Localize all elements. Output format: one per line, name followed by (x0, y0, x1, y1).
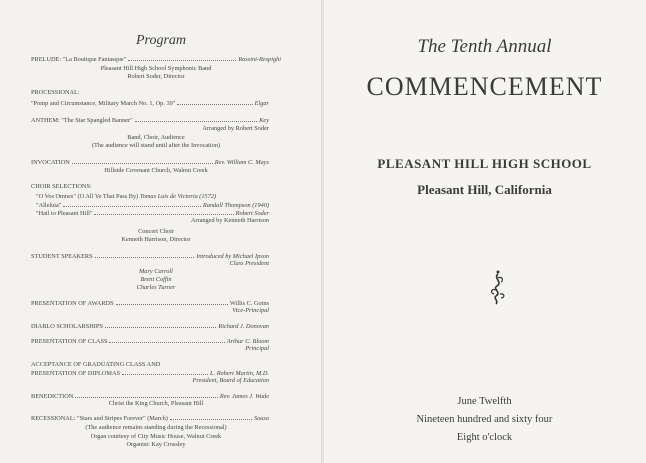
choir-selection-1 (36, 193, 269, 201)
anthem-arranged: Arranged by Robert Soder (202, 125, 269, 132)
program-title: Program (135, 33, 187, 48)
cover-date2: Nineteen hundred and sixty four (416, 414, 553, 425)
invocation-place: Hillside Covenant Church, Walnut Creek (104, 167, 208, 174)
prelude-label: PRELUDE: (31, 56, 62, 63)
awards-label: PRESENTATION OF AWARDS (31, 300, 114, 307)
diablo-label: DIABLO SCHOLARSHIPS (31, 323, 103, 330)
recessional-note: (The audience remains standing during the Recessional) (85, 424, 227, 431)
cover-title: COMMENCEMENT (366, 72, 603, 101)
anthem-note: (The audience will stand until after the Invocation) (91, 142, 221, 149)
speakers-role: Class President (229, 260, 269, 267)
class-label: PRESENTATION OF CLASS (31, 338, 108, 345)
diablo-person: Richard J. Donovan (218, 323, 269, 330)
class-role: Principal (245, 345, 269, 352)
choir-s1: "O Vos Omnes" (O All Ye That Pass By) (36, 193, 139, 200)
cover-school: PLEASANT HILL HIGH SCHOOL (377, 156, 592, 171)
anthem-piece: "The Star Spangled Banner" (61, 117, 133, 124)
acceptance-person: L. Robert Martin, M.D. (210, 370, 269, 377)
fold-line (321, 0, 324, 463)
invocation-person: Rev. William C. Mays (214, 159, 269, 166)
diablo-line (31, 322, 269, 331)
awards-role: Vice-Principal (232, 307, 269, 314)
choir-label: CHOIR SELECTIONS: (31, 183, 92, 190)
speaker-3: Charles Turner (136, 284, 176, 291)
recessional-label: RECESSIONAL: (31, 415, 76, 422)
cover-time: Eight o'clock (456, 432, 513, 443)
anthem-label: ANTHEM: (31, 117, 60, 124)
prelude-performer2: Robert Soder, Director (127, 73, 185, 80)
speaker-2: Brent Coffin (140, 276, 172, 283)
choir-s2-composer: Randall Thompson (1940) (202, 202, 269, 209)
invocation-line (31, 158, 269, 167)
benediction-label: BENEDICTION (31, 393, 74, 400)
prelude-performer1: Pleasant Hill High School Symphonic Band (100, 65, 212, 72)
cover-date1: June Twelfth (457, 396, 512, 407)
choir-arranged: Arranged by Kenneth Harrison (190, 217, 269, 224)
processional-composer: Elgar (254, 100, 269, 107)
prelude-line (31, 55, 281, 64)
acceptance-label2: PRESENTATION OF DIPLOMAS (31, 370, 121, 377)
recessional-line (31, 414, 269, 423)
recessional-composer: Sousa (253, 415, 269, 422)
recessional-organ: Organ courtesy of City Music House, Walnut Creek (90, 433, 222, 440)
anthem-line (31, 116, 269, 125)
class-person: Arthur C. Bloom (226, 338, 269, 345)
processional-line (31, 99, 269, 108)
recessional-organist: Organist: Kay Crossley (126, 441, 186, 448)
recessional-piece: "Stars and Stripes Forever" (March) (77, 415, 168, 422)
anthem-performer: Band, Choir, Audience (127, 134, 185, 141)
processional-piece: "Pomp and Circumstance, Military March No. 1, Op. 39" (31, 100, 176, 107)
prelude-piece: "La Boutique Fantasque" (62, 56, 127, 63)
acceptance-label1: ACCEPTANCE OF GRADUATING CLASS AND (31, 361, 161, 368)
choir-s1-composer: Tomas Luis de Victoria (1572) (139, 193, 217, 200)
acceptance-role: President, Board of Education (192, 377, 269, 384)
speakers-label: STUDENT SPEAKERS (31, 253, 93, 260)
speaker-1: Mary Carroll (139, 268, 173, 275)
flourish-ornament-icon (483, 268, 513, 308)
choir-s2: "Alleluia" (36, 202, 62, 209)
invocation-label: INVOCATION (31, 159, 70, 166)
benediction-person: Rev. James J. Wade (219, 393, 269, 400)
awards-person: Willis C. Goins (229, 300, 269, 307)
benediction-place: Christ the King Church, Pleasant Hill (108, 400, 204, 407)
cover-city: Pleasant Hill, California (417, 182, 552, 197)
cover-line1: The Tenth Annual (417, 36, 552, 57)
choir-s3-composer: Robert Soder (235, 210, 269, 217)
choir-performer1: Concert Choir (138, 228, 174, 235)
speakers-intro: Introduced by Michael Ipson (196, 253, 269, 260)
anthem-composer: Key (259, 117, 269, 124)
choir-s3: "Hail to Pleasant Hill" (36, 210, 93, 217)
processional-label: PROCESSIONAL: (31, 89, 80, 96)
cover-panel (323, 0, 646, 463)
choir-performer2: Kenneth Harrison, Director (121, 236, 191, 243)
prelude-composer: Rossini-Respighi (238, 56, 281, 63)
